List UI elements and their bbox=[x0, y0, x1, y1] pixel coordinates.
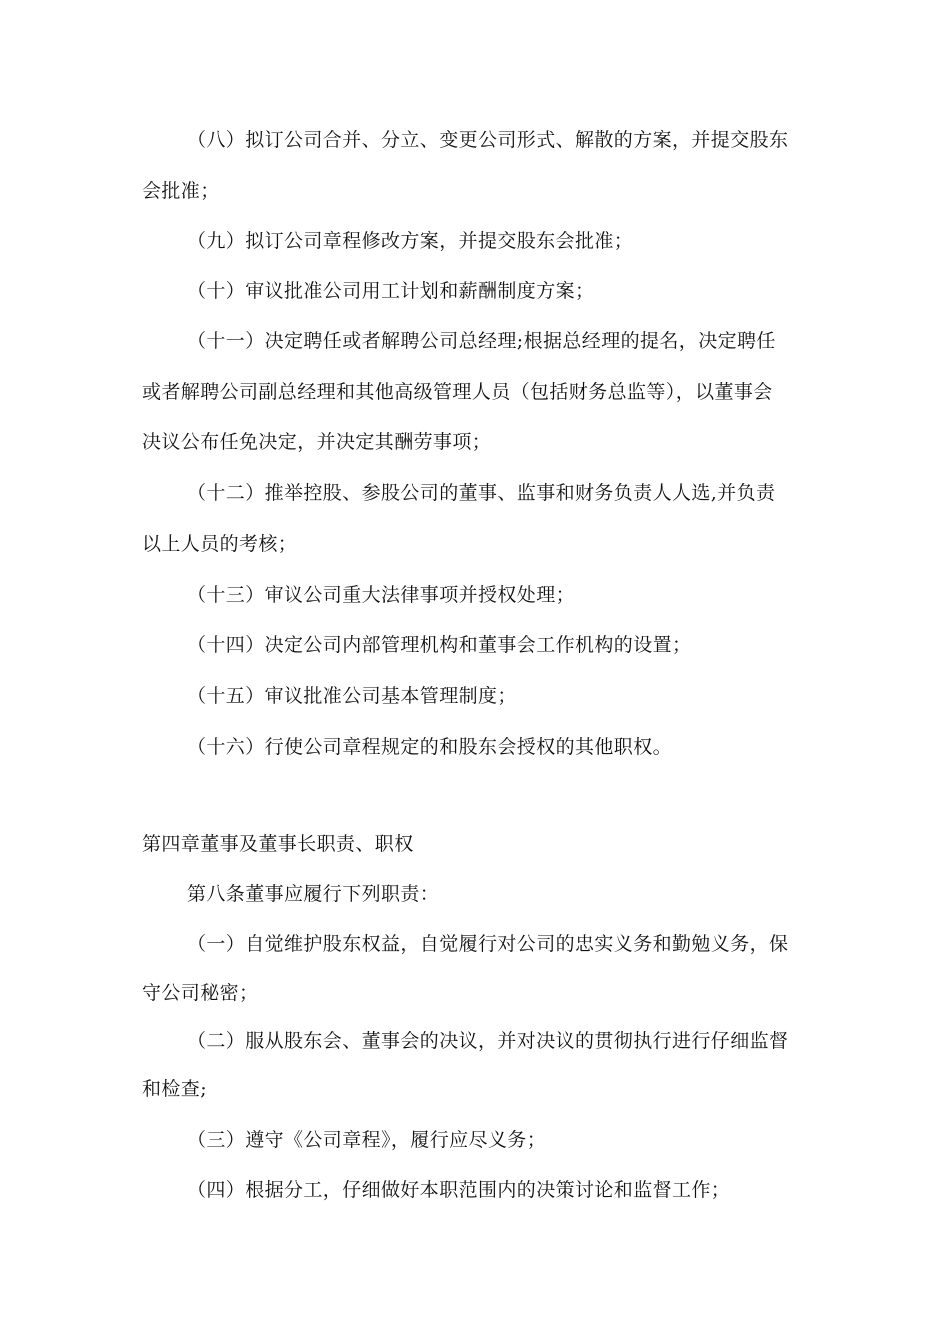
paragraph-line: 会批准； bbox=[142, 180, 220, 202]
paragraph-line: （九）拟订公司章程修改方案，并提交股东会批准； bbox=[187, 230, 634, 252]
paragraph-line: （十）审议批准公司用工计划和薪酬制度方案； bbox=[187, 280, 595, 302]
paragraph-line: 守公司秘密； bbox=[142, 982, 259, 1004]
paragraph-line: （十四）决定公司内部管理机构和董事会工作机构的设置； bbox=[187, 634, 692, 656]
paragraph-line: （十三）审议公司重大法律事项并授权处理； bbox=[187, 584, 576, 606]
paragraph-line: 和检查; bbox=[142, 1078, 208, 1100]
paragraph-line: 决议公布任免决定，并决定其酬劳事项； bbox=[142, 431, 492, 453]
paragraph-line: （一）自觉维护股东权益，自觉履行对公司的忠实义务和勤勉义务，保 bbox=[187, 933, 789, 955]
paragraph-line: （十六）行使公司章程规定的和股东会授权的其他职权。 bbox=[187, 736, 673, 758]
paragraph-line: 以上人员的考核； bbox=[142, 533, 298, 555]
paragraph-line: （十五）审议批准公司基本管理制度； bbox=[187, 685, 517, 707]
paragraph-line: （三）遵守《公司章程》，履行应尽义务； bbox=[187, 1129, 547, 1151]
paragraph-line: 或者解聘公司副总经理和其他高级管理人员（包括财务总监等），以董事会 bbox=[142, 381, 773, 403]
paragraph-line: （八）拟订公司合并、分立、变更公司形式、解散的方案，并提交股东 bbox=[187, 129, 789, 151]
paragraph-line: （四）根据分工，仔细做好本职范围内的决策讨论和监督工作； bbox=[187, 1179, 731, 1201]
paragraph-line: （二）服从股东会、董事会的决议，并对决议的贯彻执行进行仔细监督 bbox=[187, 1030, 789, 1052]
paragraph-line: （十一）决定聘任或者解聘公司总经理;根据总经理的提名，决定聘任 bbox=[187, 330, 776, 352]
chapter-heading: 第四章董事及董事长职责、职权 bbox=[142, 833, 414, 855]
paragraph-line: （十二）推举控股、参股公司的董事、监事和财务负责人人选,并负责 bbox=[187, 482, 776, 504]
article-title: 第八条董事应履行下列职责： bbox=[187, 883, 440, 905]
